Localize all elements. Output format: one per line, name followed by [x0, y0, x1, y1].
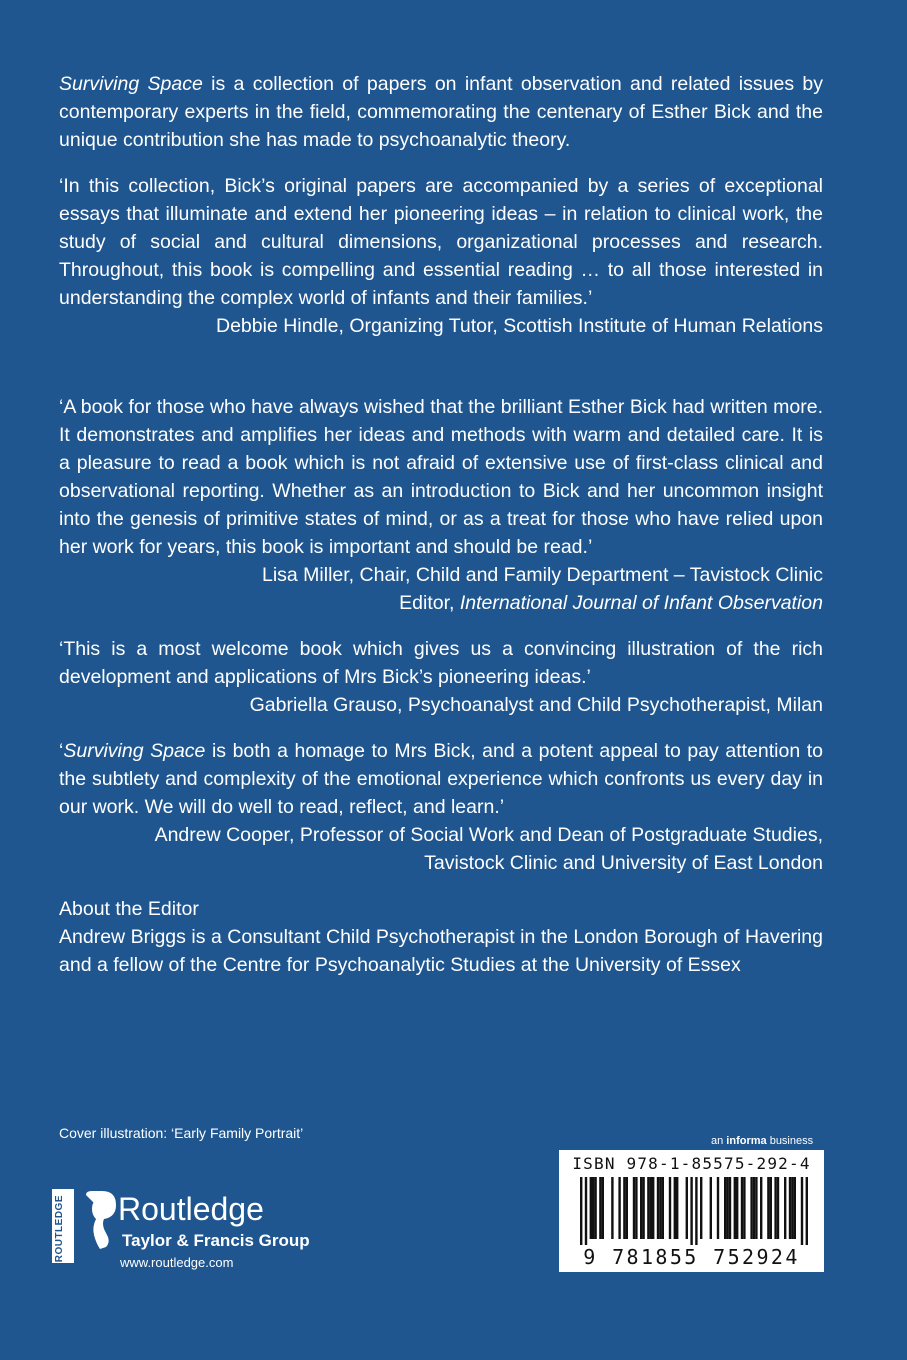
- barcode-bar: [686, 1177, 688, 1239]
- barcode-bar: [770, 1177, 772, 1239]
- ean-digits: 9 781855 752924: [583, 1245, 800, 1269]
- barcode-bar: [755, 1177, 757, 1239]
- barcode-bar: [642, 1177, 644, 1239]
- barcode-bar: [743, 1177, 745, 1239]
- barcode-bar: [695, 1177, 697, 1245]
- barcode-bar: [789, 1177, 791, 1239]
- barcode-bar: [662, 1177, 664, 1239]
- barcode-bar: [590, 1177, 592, 1239]
- review-attribution: Gabriella Grauso, Psychoanalyst and Child Psychotherapist, Milan: [249, 694, 823, 716]
- review-attribution: Andrew Cooper, Professor of Social Work and Dean of Postgraduate Studies,: [154, 824, 823, 846]
- barcode-bar: [777, 1177, 779, 1239]
- barcode-bar: [640, 1177, 642, 1239]
- isbn-label: ISBN 978-1-85575-292-4: [572, 1154, 811, 1173]
- barcode-bar: [750, 1177, 752, 1239]
- barcode-bar: [669, 1177, 671, 1239]
- review-quote: ‘Surviving Space is both a homage to Mrs Bick, and a potent appeal to pay attention to the subtlety and complexity of the emotional experience which confronts us every day in our work. We will do well to read, reflect, and learn.’: [59, 740, 823, 818]
- barcode-bar: [736, 1177, 738, 1239]
- routledge-side-mark: ROUTLEDGE: [52, 1189, 74, 1263]
- barcode-bar: [602, 1177, 604, 1239]
- barcode-bar: [784, 1177, 786, 1239]
- barcode-bar: [580, 1177, 582, 1245]
- barcode-bar: [717, 1177, 719, 1239]
- review-attribution-line2: Tavistock Clinic and University of East London: [424, 852, 823, 874]
- barcode-bar: [710, 1177, 712, 1239]
- barcode-bar: [726, 1177, 728, 1239]
- barcode-bar: [806, 1177, 808, 1245]
- barcode-bar: [724, 1177, 726, 1239]
- isbn-barcode: [559, 1150, 824, 1272]
- barcode-bar: [652, 1177, 654, 1239]
- barcode-bar: [674, 1177, 676, 1239]
- about-heading: About the Editor: [59, 898, 199, 920]
- barcode-bar: [599, 1177, 601, 1239]
- barcode-bars: [562, 1177, 821, 1245]
- book-title: Surviving Space: [59, 73, 203, 95]
- barcode-bar: [659, 1177, 661, 1239]
- publisher-url: www.routledge.com: [120, 1255, 234, 1270]
- about-text: Andrew Briggs is a Consultant Child Psychotherapist in the London Borough of Havering and a fellow of the Centre for Psychoanalytic Studies at the University of Essex: [59, 926, 823, 976]
- review-attribution-editor: Editor, International Journal of Infant Observation: [399, 592, 823, 614]
- barcode-bar: [657, 1177, 659, 1239]
- barcode-bar: [760, 1177, 762, 1239]
- review-attribution: Lisa Miller, Chair, Child and Family Department – Tavistock Clinic: [261, 564, 823, 586]
- barcode-bar: [741, 1177, 743, 1239]
- barcode-bar: [633, 1177, 635, 1239]
- barcode-bar: [767, 1177, 769, 1239]
- barcode-bar: [801, 1177, 803, 1245]
- publisher-group: Taylor & Francis Group: [122, 1231, 310, 1250]
- barcode-bar: [690, 1177, 692, 1245]
- publisher-name: Routledge: [118, 1191, 264, 1227]
- intro-paragraph: Surviving Space is a collection of papers on infant observation and related issues by contemporary experts in the field, commemorating the centenary of Esther Bick and the unique contribution she has made to psychoanalytic theory.: [59, 73, 823, 151]
- barcode-bar: [611, 1177, 613, 1239]
- informa-tagline: an informa business: [711, 1135, 814, 1147]
- barcode-bar: [635, 1177, 637, 1239]
- review-quote: ‘A book for those who have always wished that the brilliant Esther Bick had written more. It demonstrates and amplifies her ideas and methods with warm and detailed care. It is a pleasure to read a book which is not afraid of extensive use of first-class clinical and observational reporting. Whether as an introduction to Bick and her uncommon insight into the genesis of primitive states of mind, or as a treat for those who have relied upon her work for years, this book is important and should be read.’: [59, 396, 823, 558]
- barcode-bar: [650, 1177, 652, 1239]
- barcode-bar: [700, 1177, 702, 1239]
- routledge-logo: [52, 1185, 312, 1275]
- review-quote: ‘This is a most welcome book which gives us a convincing illustration of the rich development and applications of Mrs Bick’s pioneering ideas.’: [59, 638, 823, 688]
- barcode-bar: [623, 1177, 625, 1239]
- barcode-bar: [791, 1177, 793, 1239]
- barcode-bar: [753, 1177, 755, 1239]
- barcode-bar: [626, 1177, 628, 1239]
- barcode-bar: [774, 1177, 776, 1239]
- barcode-bar: [618, 1177, 620, 1239]
- barcode-bar: [585, 1177, 587, 1245]
- barcode-bar: [794, 1177, 796, 1239]
- barcode-bar: [647, 1177, 649, 1239]
- barcode-bar: [734, 1177, 736, 1239]
- barcode-bar: [594, 1177, 596, 1239]
- review-quote: ‘In this collection, Bick’s original papers are accompanied by a series of exceptional essays that illuminate and extend her pioneering ideas – in relation to clinical work, the study of social and cultural dimensions, organizational processes and research. Throughout, this book is compelling and essential reading … to all those interested in understanding the complex world of infants and their families.’: [59, 175, 823, 309]
- cover-illustration-credit: Cover illustration: ‘Early Family Portrait’: [59, 1125, 304, 1141]
- barcode-bar: [729, 1177, 731, 1239]
- back-cover-text: [59, 70, 823, 979]
- barcode-bar: [592, 1177, 594, 1239]
- barcode-bar: [676, 1177, 678, 1239]
- review-attribution: Debbie Hindle, Organizing Tutor, Scottish Institute of Human Relations: [216, 315, 823, 337]
